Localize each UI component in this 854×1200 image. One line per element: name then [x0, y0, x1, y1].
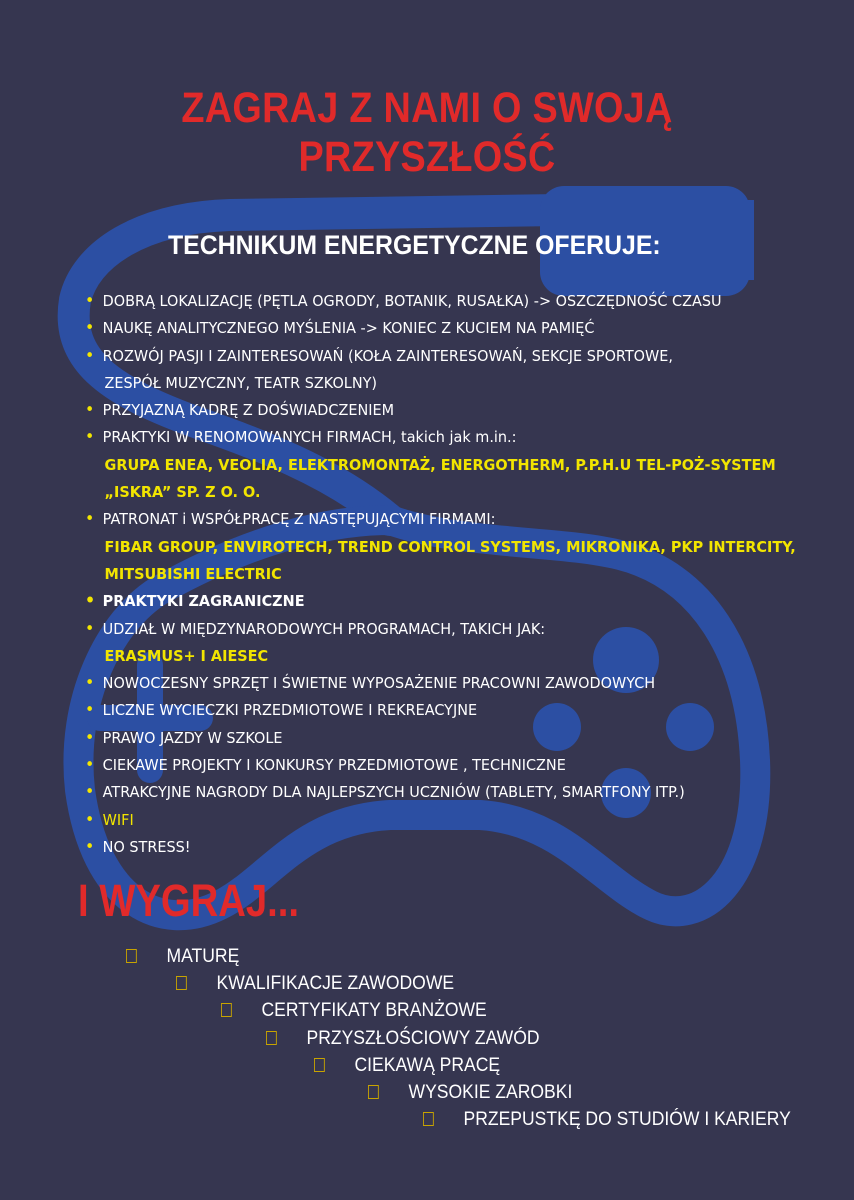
bullet-icon: •: [85, 727, 95, 748]
company-list: GRUPA ENEA, VEOLIA, ELEKTROMONTAŻ, ENERGOTHERM, P.P.H.U TEL-POŻ-SYSTEM: [104, 455, 776, 474]
offer-text: ROZWÓJ PASJI I ZAINTERESOWAŃ (KOŁA ZAINTERESOWAŃ, SEKCJE SPORTOWE,: [102, 346, 673, 365]
bullet-icon: •: [85, 345, 95, 366]
offer-text: NAUKĘ ANALITYCZNEGO MYŚLENIA -> KONIEC Z KUCIEM NA PAMIĘĆ: [102, 319, 595, 338]
company-list: FIBAR GROUP, ENVIROTECH, TREND CONTROL SYSTEMS, MIKRONIKA, PKP INTERCITY,: [104, 537, 796, 556]
offer-text: LICZNE WYCIECZKI PRZEDMIOTOWE I REKREACYJNE: [102, 701, 478, 720]
bullet-icon: •: [85, 400, 95, 421]
offer-text-continued: ZESPÓŁ MUZYCZNY, TEATR SZKOLNY): [104, 373, 378, 392]
bullet-icon: •: [85, 809, 95, 830]
checkbox-icon: [126, 949, 137, 963]
offer-text: PRAWO JAZDY W SZKOLE: [102, 728, 283, 747]
offer-text: PRZYJAZNĄ KADRĘ Z DOŚWIADCZENIEM: [102, 401, 395, 420]
bullet-icon: •: [85, 591, 96, 612]
bullet-icon: •: [85, 836, 95, 857]
checkbox-icon: [368, 1085, 379, 1099]
offer-text: PATRONAT i WSPÓŁPRACĘ Z NASTĘPUJĄCYMI FIRMAMI:: [102, 510, 496, 529]
offer-text: ATRAKCYJNE NAGRODY DLA NAJLEPSZYCH UCZNIÓW (TABLETY, SMARTFONY ITP.): [102, 783, 685, 802]
reward-item: [221, 999, 487, 1022]
reward-text: MATURĘ: [166, 945, 240, 967]
reward-item: [126, 945, 239, 968]
reward-text: CIEKAWĄ PRACĘ: [354, 1054, 501, 1076]
reward-item: [176, 972, 454, 995]
reward-item: [314, 1054, 500, 1077]
checkbox-icon: [176, 976, 187, 990]
offer-text: NOWOCZESNY SPRZĘT I ŚWIETNE WYPOSAŻENIE PRACOWNI ZAWODOWYCH: [102, 674, 656, 693]
offer-text: NO STRESS!: [102, 837, 191, 856]
offer-text: DOBRĄ LOKALIZACJĘ (PĘTLA OGRODY, BOTANIK, RUSAŁKA) -> OSZCZĘDNOŚĆ CZASU: [102, 292, 722, 310]
checkbox-icon: [423, 1112, 434, 1126]
bullet-icon: •: [85, 427, 95, 448]
bullet-icon: •: [85, 782, 95, 803]
checkbox-icon: [314, 1058, 325, 1072]
program-list: ERASMUS+ I AIESEC: [104, 646, 269, 665]
offer-heading: TECHNIKUM ENERGETYCZNE OFERUJE:: [168, 230, 661, 260]
company-list: MITSUBISHI ELECTRIC: [104, 564, 282, 583]
bullet-icon: •: [85, 673, 95, 694]
bullet-icon: •: [85, 755, 95, 776]
offer-text: PRAKTYKI W RENOMOWANYCH FIRMACH, takich jak m.in.:: [102, 428, 517, 447]
win-heading: I WYGRAJ...: [78, 875, 300, 926]
reward-text: KWALIFIKACJE ZAWODOWE: [216, 972, 455, 994]
reward-item: [423, 1108, 791, 1131]
bullet-icon: •: [85, 700, 95, 721]
reward-text: PRZYSZŁOŚCIOWY ZAWÓD: [306, 1027, 540, 1049]
page-title: ZAGRAJ Z NAMI O SWOJĄ PRZYSZŁOŚĆ: [181, 84, 673, 181]
bullet-icon: •: [85, 618, 95, 639]
company-list: „ISKRA” SP. Z O. O.: [104, 483, 261, 502]
reward-item: [368, 1081, 572, 1104]
offer-text: WIFI: [102, 810, 134, 829]
reward-text: WYSOKIE ZAROBKI: [408, 1081, 573, 1103]
offer-text: UDZIAŁ W MIĘDZYNARODOWYCH PROGRAMACH, TAKICH JAK:: [102, 619, 546, 638]
reward-text: CERTYFIKATY BRANŻOWE: [261, 999, 487, 1021]
reward-text: PRZEPUSTKĘ DO STUDIÓW I KARIERY: [463, 1108, 791, 1130]
bullet-icon: •: [85, 509, 95, 530]
bullet-icon: •: [85, 291, 95, 311]
checkbox-icon: [221, 1003, 232, 1017]
offer-text: CIEKAWE PROJEKTY I KONKURSY PRZEDMIOTOWE , TECHNICZNE: [102, 756, 566, 775]
bullet-icon: •: [85, 318, 95, 339]
checkbox-icon: [266, 1031, 277, 1045]
reward-item: [266, 1027, 540, 1050]
offer-text: PRAKTYKI ZAGRANICZNE: [102, 592, 305, 611]
